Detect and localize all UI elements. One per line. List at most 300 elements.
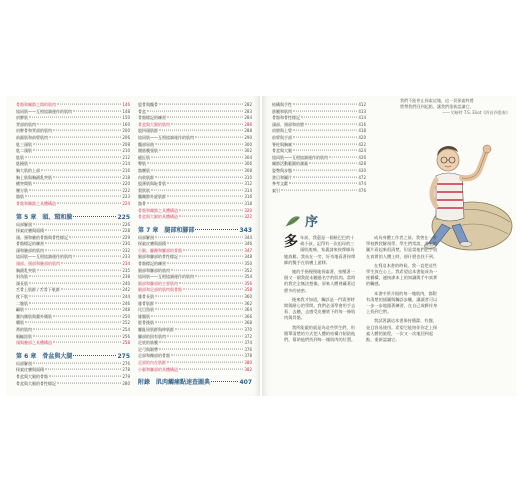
dot-leader xyxy=(293,104,357,105)
dot-leader xyxy=(25,309,121,310)
entry-label: 局部解剖 xyxy=(16,221,32,227)
entry-label: 內收肌群 xyxy=(138,174,154,180)
page-number: 280 xyxy=(122,380,130,386)
page-number: 382 xyxy=(244,366,252,372)
entry-label: 筋膜和肌肉 xyxy=(272,108,292,114)
page-number: 242 xyxy=(122,287,130,293)
dot-leader xyxy=(57,382,121,383)
entry-label: 髖部屈曲 xyxy=(138,141,154,147)
page-number: 160 xyxy=(122,121,130,127)
toc-entry xyxy=(16,314,130,321)
dot-leader xyxy=(293,143,357,144)
entry-label: 骨骼和關節之間的肌肉 xyxy=(16,102,56,107)
preface-title: 序 xyxy=(305,215,319,230)
dot-leader xyxy=(57,104,121,105)
entry-label: 腳趾屈肌群與伸肌群 xyxy=(138,327,174,332)
page-number: 420 xyxy=(358,134,366,140)
entry-label: 嚼肌 xyxy=(16,320,24,326)
toc-entry xyxy=(16,381,130,388)
dot-leader xyxy=(179,216,243,217)
entry-label: 協同肌——互相協調運作的肌肉 xyxy=(16,254,72,260)
toc-entry xyxy=(16,181,130,188)
entry-label: 脊柱與胸廓 xyxy=(272,141,292,147)
dot-leader xyxy=(57,203,121,204)
entry-label: 探索皮膚與面積 xyxy=(138,241,166,247)
leaf-ornament-icon xyxy=(284,214,302,228)
quote-line: 將帶我們回到起點，讓我們重新認識它。 xyxy=(400,104,474,109)
toc-entry xyxy=(272,168,366,175)
dot-leader xyxy=(155,143,243,144)
page-number: 206 xyxy=(122,134,130,140)
dot-leader xyxy=(147,163,243,164)
page-number: 223 xyxy=(122,194,130,200)
toc-entry xyxy=(16,301,130,308)
page-number: 258 xyxy=(122,340,130,346)
preface-paragraph: 後來我才知道，觸診是一門需要時間與耐心的學問。我們必須學會用手去看、去聽，去感受皮膚底下的每一條肌肉與骨骼。 xyxy=(284,296,356,321)
dot-leader xyxy=(29,117,121,118)
toc-entry xyxy=(16,228,130,235)
toc-entry xyxy=(138,194,252,201)
page-number: 310 xyxy=(244,174,252,180)
preface-paragraph: 她的手指慢慢地探索著，按壓著一個又一個我從未聽過名字的肌肉。當時的我完全無法想像，原來人體裡藏著這麼多的祕密。 xyxy=(284,269,356,293)
page-number: 426 xyxy=(358,154,366,160)
dot-leader xyxy=(183,289,243,290)
dot-leader xyxy=(293,176,357,177)
page-number: 306 xyxy=(244,161,252,167)
preface-heading xyxy=(284,211,318,230)
page-number: 360 xyxy=(244,294,252,300)
page-number: 283 xyxy=(244,108,252,114)
entry-label: 肩胛骨和背部的肌肉 xyxy=(16,128,52,134)
page-number: 214 xyxy=(122,161,130,167)
toc-entry xyxy=(16,374,130,381)
page-number: 238 xyxy=(122,274,130,280)
page-number: 412 xyxy=(358,102,366,107)
toc-entry xyxy=(138,353,252,360)
dot-leader xyxy=(33,335,121,336)
dot-leader xyxy=(53,315,121,316)
page-number: 232 xyxy=(122,247,130,253)
entry-label: 協同肌——互相協調運作的肌肉 xyxy=(272,154,328,160)
toc-entry xyxy=(16,168,130,175)
toc-entry xyxy=(138,274,252,281)
entry-label: 骨骼標記的練習 xyxy=(138,115,166,121)
toc-entry xyxy=(138,102,252,109)
entry-label: 協同肌——互相協調運作的肌肉 xyxy=(138,134,194,140)
page-number: 302 xyxy=(244,148,252,154)
toc-entry xyxy=(138,307,252,314)
entry-label: 顳肌 xyxy=(16,307,24,313)
dot-leader xyxy=(151,156,243,157)
entry-label: 髖關節外旋肌群 xyxy=(138,194,166,200)
entry-label: 足底的筋膜 xyxy=(138,340,158,346)
dot-leader xyxy=(25,156,121,157)
dot-leader xyxy=(33,362,121,363)
page-number: 146 xyxy=(122,102,130,107)
toc-entry xyxy=(138,294,252,301)
page-number: 316 xyxy=(244,194,252,200)
entry-label: 脛骨後肌 xyxy=(138,320,154,326)
dot-leader xyxy=(195,229,238,230)
page-number: 347 xyxy=(244,247,252,253)
entry-label: 髂腰肌 xyxy=(138,167,150,173)
page-number: 366 xyxy=(244,313,252,319)
entry-label: 骨骼和關節之具體構造 xyxy=(138,207,178,213)
page-number: 275 xyxy=(117,352,130,360)
page-number: 229 xyxy=(122,234,130,240)
page-number: 308 xyxy=(244,167,252,173)
chapter-title: 第 7 章 腿部和腳部 xyxy=(138,226,195,234)
chapter-gap xyxy=(16,208,130,212)
entry-label: 眼輪匝肌 xyxy=(16,333,32,339)
dot-leader xyxy=(179,368,243,369)
toc-entry xyxy=(138,135,252,142)
dot-leader xyxy=(167,362,243,363)
entry-label: 腓骨肌群 xyxy=(138,300,154,306)
entry-label: 骨骼標記的練習 xyxy=(138,261,166,267)
dot-leader xyxy=(155,309,243,310)
toc-entry xyxy=(138,367,252,374)
dot-leader xyxy=(305,123,357,124)
dot-leader xyxy=(179,282,243,283)
preface-paragraph: 我試著讓這本書保持簡潔、有趣，並且容易使用。希望它能陪伴你走上探索人體的旅程，一次又一次地回到起點，重新認識它。 xyxy=(366,318,438,343)
toc-entry xyxy=(16,188,130,195)
toc-entry xyxy=(16,320,130,327)
toc-entry xyxy=(138,261,252,268)
toc-entry xyxy=(16,340,130,347)
page-number: 430 xyxy=(358,167,366,173)
dot-leader xyxy=(33,150,121,151)
toc-entry xyxy=(138,181,252,188)
toc-entry xyxy=(16,241,130,248)
page-number: 226 xyxy=(122,221,130,227)
entry-label: 參考文獻 xyxy=(272,181,288,187)
page-number: 244 xyxy=(122,294,130,300)
dot-leader xyxy=(45,230,121,231)
toc-entry xyxy=(16,161,130,168)
dot-leader xyxy=(151,315,243,316)
dot-leader xyxy=(45,243,121,244)
page-number: 256 xyxy=(122,333,130,339)
page-number: 290 xyxy=(244,134,252,140)
dot-leader xyxy=(167,335,243,336)
dot-leader xyxy=(29,189,121,190)
entry-label: 足弓與韌帶 xyxy=(138,346,158,352)
dot-leader xyxy=(167,263,243,264)
entry-label: 足部的內在肌群 xyxy=(138,359,166,365)
entry-label: 骨盆 xyxy=(138,108,146,114)
dot-leader xyxy=(293,110,357,111)
page-number: 413 xyxy=(358,108,366,114)
dot-leader xyxy=(73,110,121,111)
toc-entry xyxy=(16,155,130,162)
toc-chapter-heading xyxy=(138,226,252,235)
page-number: 208 xyxy=(122,141,130,147)
page-number: 224 xyxy=(122,200,130,206)
preface-paragraph: 成為身體工作者之前，我曾在一所學校教授解剖學。學生們常說，書上的圖片看起來很清楚，但是當他們把手放在真實的人體上時，卻什麼也找不到。 xyxy=(366,235,438,259)
page-number: 150 xyxy=(122,115,130,121)
entry-label: 腓骨長肌 xyxy=(138,294,154,300)
toc-entry xyxy=(138,128,252,135)
entry-label: 臀肌 xyxy=(138,161,146,167)
dot-leader xyxy=(61,289,121,290)
page-number: 364 xyxy=(244,307,252,313)
page-number: 378 xyxy=(244,353,252,359)
dot-leader xyxy=(293,150,357,151)
dot-leader xyxy=(171,355,243,356)
page-number: 474 xyxy=(358,181,366,187)
page-number: 372 xyxy=(244,333,252,339)
entry-label: 胸鎖乳突肌 xyxy=(16,267,36,273)
page-number: 314 xyxy=(244,187,252,193)
dot-leader xyxy=(73,216,116,217)
dot-leader xyxy=(159,130,243,131)
page-number: 218 xyxy=(122,174,130,180)
dot-leader xyxy=(155,302,243,303)
dot-leader xyxy=(159,104,243,105)
toc-entry xyxy=(16,274,130,281)
dot-leader xyxy=(151,189,243,190)
dot-leader xyxy=(179,209,243,210)
dot-leader xyxy=(25,196,121,197)
entry-label: 髂骨 xyxy=(138,200,146,206)
dot-leader xyxy=(33,143,121,144)
page-number: 282 xyxy=(244,102,252,107)
dot-leader xyxy=(159,342,243,343)
toc-entry xyxy=(138,115,252,122)
page-number: 279 xyxy=(122,373,130,379)
dot-leader xyxy=(171,269,243,270)
page-number: 250 xyxy=(122,313,130,319)
epigraph-quote xyxy=(400,98,510,116)
entry-label: 頭長肌 xyxy=(16,280,28,286)
entry-label: 腳部的固有肌肉 xyxy=(138,333,166,339)
dot-leader xyxy=(29,163,121,164)
entry-label: 斜角肌 xyxy=(16,274,28,280)
toc-entry xyxy=(16,128,130,135)
dot-leader xyxy=(167,196,243,197)
dot-leader xyxy=(195,276,243,277)
toc-entry xyxy=(138,301,252,308)
entry-label: 骨骼和關節之具體構造 xyxy=(16,200,56,206)
dot-leader xyxy=(309,163,357,164)
page-number: 216 xyxy=(122,167,130,173)
toc-entry xyxy=(272,161,366,168)
entry-label: 腿部和腳部的主要肌肉 xyxy=(138,280,178,286)
entry-label: 腿部和足部的肌肉與骨骼 xyxy=(138,287,182,293)
toc-entry xyxy=(16,109,130,116)
entry-label: 骨盆與大腿的骨骼 xyxy=(16,373,48,379)
entry-label: 局部解剖 xyxy=(16,360,32,366)
page-number: 320 xyxy=(244,207,252,213)
preface-column-2 xyxy=(366,235,440,346)
dot-leader xyxy=(73,256,121,257)
drop-cap: 多 xyxy=(284,234,298,250)
dot-leader xyxy=(167,117,243,118)
page-number: 418 xyxy=(358,128,366,134)
page-number: 240 xyxy=(122,280,130,286)
dot-leader xyxy=(45,249,121,250)
dot-leader xyxy=(155,296,243,297)
toc-entry xyxy=(138,201,252,208)
entry-label: 鼻的肌肉 xyxy=(16,327,32,332)
entry-label: 胸大肌的上部 xyxy=(16,167,40,173)
entry-label: 肱三頭肌 xyxy=(16,141,32,147)
toc-entry xyxy=(16,194,130,201)
page-number: 228 xyxy=(122,228,130,234)
right-page-preface xyxy=(262,96,516,396)
page-number: 210 xyxy=(122,148,130,154)
entry-label: 姿勢與步態 xyxy=(272,167,292,173)
page-number: 322 xyxy=(244,214,252,220)
page-number: 234 xyxy=(122,261,130,267)
page-number: 476 xyxy=(358,187,366,193)
entry-label: 舌骨上肌群 / 舌骨下肌群 xyxy=(16,287,60,293)
toc-entry xyxy=(272,102,366,109)
dot-leader xyxy=(155,236,243,237)
dot-leader xyxy=(29,296,121,297)
chapter-gap xyxy=(138,221,252,225)
dot-leader xyxy=(147,203,243,204)
dot-leader xyxy=(301,117,357,118)
page-number: 428 xyxy=(358,161,366,167)
page-number: 212 xyxy=(122,154,130,160)
entry-label: 協同肌——互相協調運作的肌肉 xyxy=(138,274,194,280)
dot-leader xyxy=(49,376,121,377)
toc-entry xyxy=(138,320,252,327)
page-number: 374 xyxy=(244,340,252,346)
toc-entry xyxy=(16,102,130,109)
entry-label: 二腹肌 xyxy=(16,300,28,306)
entry-label: 小腿、腳踝和腳部的骨骼 xyxy=(138,247,182,253)
dot-leader xyxy=(61,263,121,264)
entry-label: 結構與手性 xyxy=(272,102,292,107)
toc-entry xyxy=(138,168,252,175)
entry-label: 肱橈肌 xyxy=(16,161,28,167)
page-number: 318 xyxy=(244,200,252,206)
quote-line: 我們不能停止探索這塊，這一切探索終將 xyxy=(400,98,474,103)
entry-label: 頭、頸和臉的骨骼與骨性標記 xyxy=(16,234,68,240)
toc-entry xyxy=(138,148,252,155)
entry-label: 翼內側肌與翼外側肌 xyxy=(16,313,52,319)
entry-label: 協同肌——互相協調運作的肌肉 xyxy=(16,108,72,114)
page-number: 254 xyxy=(122,327,130,332)
chapter-title: 第 5 章 頭、頸和臉 xyxy=(16,213,73,221)
dot-leader xyxy=(29,302,121,303)
preface-paragraph: 在寫這本書的時候，我一直把這些學生放在心上。我希望這本書能成為一座橋樑，連接課本上的知識與手中真實的觸感。 xyxy=(366,262,438,287)
entry-label: 肩膀與上臂 xyxy=(272,128,292,134)
dot-leader xyxy=(155,176,243,177)
toc-entry xyxy=(16,268,130,275)
toc-entry xyxy=(16,294,130,301)
dot-leader xyxy=(293,170,357,171)
entry-label: 橫突間肌 xyxy=(16,181,32,187)
page-number: 233 xyxy=(122,254,130,260)
entry-label: 骨盆與大腿 xyxy=(272,148,292,154)
dot-leader xyxy=(183,249,243,250)
page-number: 380 xyxy=(244,359,252,365)
page-number: 284 xyxy=(244,115,252,121)
preface-paragraph: 多年前，我還是一個極巴巴的十歲小孩，記得有一次祖母的三頭肌痠痛，家裏請來按摩師為她放鬆。我站在一旁，好奇地看著按摩師的雙手在肌膚上游移。 xyxy=(284,234,356,265)
entry-label: 股薄肌與恥骨肌 xyxy=(138,181,166,187)
dot-leader xyxy=(25,322,121,323)
page-number: 344 xyxy=(244,234,252,240)
dot-leader xyxy=(41,170,121,171)
page-number: 346 xyxy=(244,241,252,247)
entry-label: 頭部、頸部和肩膀 xyxy=(272,121,304,127)
page-number: 416 xyxy=(358,121,366,127)
toc-chapter-heading xyxy=(16,213,130,222)
chapter-title: 附錄 肌肉觸痛點速查圖典 xyxy=(138,379,211,387)
dot-leader xyxy=(293,137,357,138)
dot-leader xyxy=(281,189,357,190)
dot-leader xyxy=(45,369,121,370)
toc-entry xyxy=(138,314,252,321)
page-number: 252 xyxy=(122,320,130,326)
dot-leader xyxy=(147,110,243,111)
entry-label: 骨骼和骨性標記 xyxy=(272,115,300,121)
page-number: 225 xyxy=(117,213,130,221)
page-number: 222 xyxy=(122,187,130,193)
entry-label: 小腿和腳部的具體構造 xyxy=(138,366,178,372)
toc-entry xyxy=(272,128,366,135)
page-number: 368 xyxy=(244,320,252,326)
toc-entry xyxy=(16,327,130,334)
entry-label: 腓腸肌 xyxy=(138,313,150,319)
entry-label: 背部的肌肉 xyxy=(16,121,36,127)
dot-leader xyxy=(37,123,121,124)
left-page-contents xyxy=(6,96,260,396)
dot-leader xyxy=(53,176,121,177)
page-number: 220 xyxy=(122,181,130,187)
page-number: 352 xyxy=(244,267,252,273)
toc-entry xyxy=(138,287,252,294)
page-number: 356 xyxy=(244,280,252,286)
page-number: 278 xyxy=(122,367,130,373)
toc-entry xyxy=(138,327,252,334)
entry-label: 肱肌 xyxy=(16,154,24,160)
entry-label: 縫匠肌 xyxy=(138,154,150,160)
dot-leader xyxy=(33,223,121,224)
entry-label: 股骨與髖骨 xyxy=(138,102,158,107)
dot-leader xyxy=(49,137,121,138)
dot-leader xyxy=(329,156,357,157)
page-number: 276 xyxy=(122,360,130,366)
page-number: 148 xyxy=(122,108,130,114)
dot-leader xyxy=(33,183,121,184)
page-number: 288 xyxy=(244,128,252,134)
page-number: 200 xyxy=(122,128,130,134)
toc-entry xyxy=(272,188,366,195)
entry-label: 頭與臉部之具體構造 xyxy=(16,340,52,346)
toc-entry xyxy=(16,175,130,182)
entry-label: 胸上肌與胸鎖乳突肌 xyxy=(16,174,52,180)
book-spread xyxy=(6,96,516,396)
toc-chapter-heading xyxy=(16,352,130,361)
toc-entry xyxy=(16,287,130,294)
illustration-boy-on-ball xyxy=(406,128,514,252)
dot-leader xyxy=(155,322,243,323)
page-number: 248 xyxy=(122,307,130,313)
preface-paragraph: 我所能做的就是為這些學生們，用簡單清楚的方式把人體的結構介紹給他們，幫助他們找到每一塊肌肉的位置。 xyxy=(284,324,356,343)
toc-column-1 xyxy=(16,102,130,387)
entry-label: 闊筋膜張肌 xyxy=(138,148,158,154)
page-number: 230 xyxy=(122,241,130,247)
dot-leader xyxy=(53,130,121,131)
entry-label: 頭和臉部的肌肉 xyxy=(16,247,44,253)
entry-label: 骨盆與大腿的骨性標記 xyxy=(16,380,56,386)
dot-leader xyxy=(159,348,243,349)
